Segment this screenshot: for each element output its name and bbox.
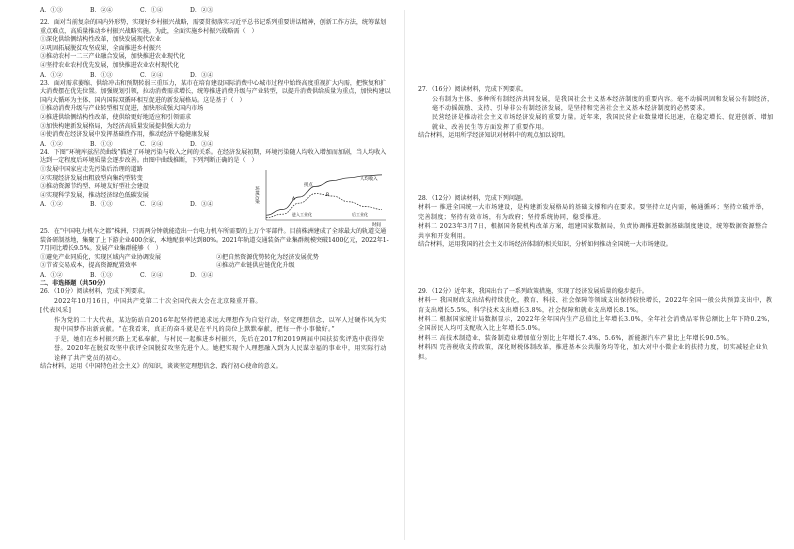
q25-options bbox=[40, 271, 392, 280]
q25-item-4: ④推动产业链供应链优化升级 bbox=[216, 262, 295, 270]
q27-para-2: 民营经济是推动社会主义市场经济发展的重要力量。近年来，我国民营企业数量增长迅速，在稳定增长、促进创新、增加就业、改善民生等方面发挥了重要作用。 bbox=[432, 114, 774, 131]
annotation-a: A bbox=[292, 196, 296, 202]
q26-para-2: 于是，她们在乡村振兴路上无私奉献，与村民一起推进乡村振兴，先后在2017和2019两届中国扶贫奖评选中获得荣誉。2020年在脱贫攻坚中获评全国脱贫攻坚先进个人。她把实现个人理想融入到为人民谋幸福的事业中，用实际行动诠释了共产党员的初心。 bbox=[54, 335, 387, 362]
q22-item-1: ①深化供给侧结构性改革，加快发展现代农业 bbox=[40, 36, 161, 44]
annotation-b: B bbox=[326, 192, 330, 198]
option-c: C．①④ bbox=[140, 7, 163, 14]
q26-title: 26．（10分）阅读材料，完成下列要求。 bbox=[40, 288, 149, 296]
option-d: D．③④ bbox=[190, 201, 214, 209]
q23-item-1: ①推动消费升级与产业转型相互促进，加快形成强大国内市场 bbox=[40, 105, 204, 113]
q25-items bbox=[40, 254, 392, 271]
q28-material-1: 材料一 推进全国统一大市场建设，是构建新发展格局的基础支撑和内在要求。要坚持立足内需，畅通循环；坚持立破并举，完善制度；坚持有效市场，有为政府；坚持系统协同，稳妥推进。 bbox=[418, 204, 769, 221]
section-heading: 二、非选择题（共50分） bbox=[40, 279, 109, 287]
q24-item-2: ②实现经济发展由粗放型向集约型转变 bbox=[40, 174, 143, 182]
q23-item-4: ④使消费在经济发展中发挥基础性作用，推动经济平稳健康发展 bbox=[40, 131, 210, 139]
q22-options bbox=[40, 71, 392, 80]
q29-material-1: 材料一 我国财政支出结构持续优化，教育、科技、社会保障等领域支出保持较快增长，2022年全国一般公共预算支出中，教育支出增长5.5%，科学技术支出增长3.8%，社会保障和就业支出增长8.1%。 bbox=[418, 297, 773, 314]
q29-material-2: 材料二 根据国家统计局数据显示，2022年全年国内生产总值比上年增长3.0%，全年社会消费品零售总额比上年下降0.2%，全国居民人均可支配收入比上年增长5.0%。 bbox=[418, 316, 774, 333]
q28-material-2: 材料二 2023年3月7日，根据国务院机构改革方案，组建国家数据局，负责协调推进数据基础制度建设，统筹数据资源整合共享和开发利用。 bbox=[418, 223, 768, 240]
q22-item-2: ②巩固拓展脱贫攻坚成果，全面推进乡村振兴 bbox=[40, 44, 161, 52]
q24-items bbox=[40, 166, 240, 209]
option-d: D．③④ bbox=[190, 140, 214, 148]
q27-question: 结合材料，运用所学经济知识对材料中的观点加以说明。 bbox=[418, 132, 570, 140]
q21-options bbox=[40, 6, 392, 15]
option-c: C．②④ bbox=[140, 271, 163, 279]
q26-para-1: 作为党的二十大代表，某边防站自2016年起坚持把追求远大理想作为自觉行动，坚定理想信念，以军人过硬作风为实现中国梦作出新贡献。“在我看来，真正的奋斗就是在平凡的岗位上默默奉献，把每一件小事做好。” bbox=[54, 316, 387, 334]
q25-item-1: ①避免产业同质化，实现区域内产业协调发展 bbox=[40, 253, 161, 261]
q27-title: 27．（16分）阅读材料，完成下列要求。 bbox=[418, 86, 527, 93]
option-b: B．①③ bbox=[90, 271, 113, 279]
q24-block bbox=[40, 166, 392, 228]
left-column bbox=[40, 6, 392, 372]
option-d: D．③④ bbox=[190, 71, 214, 79]
option-c: C．②④ bbox=[140, 201, 163, 209]
option-b: B．①③ bbox=[90, 140, 113, 148]
q29-title: 29．（12分）近年来，我国出台了一系列政策措施，实现了经济发展质量的稳步提升。 bbox=[418, 287, 648, 295]
q23-stem: 23．面对需求萎缩、供给冲击和预期转弱三重压力，某市在培育建设国际消费中心城市过程中始终高度重视扩大内需，把恢复和扩大消费摆在优先位置。加强规划引领，拉动消费需求增长，统筹推进消费升级与产业转型，以提升消费供给质量为重点，加快构建以国内大循环为主体、国内国际双循环相互促进的新发展格局。这是基于（ ） bbox=[40, 79, 391, 104]
option-a: A．①② bbox=[40, 271, 63, 279]
y-axis-label: 环境污染 bbox=[254, 185, 260, 204]
q29-material-3: 材料三 高技术制造业、装备制造业增加值分别比上年增长7.4%、5.6%，新能源汽车产量比上年增长90.5%。 bbox=[418, 334, 733, 342]
annotation-income: 人均收入 bbox=[360, 176, 378, 182]
q22-item-3: ③推动农村一二三产业融合发展，加快推进农业现代化 bbox=[40, 53, 186, 61]
q24-stem: 24．下图“环境库兹涅茨曲线”描述了环境污染与收入之间的关系。在经济发展初期，环境污染随人均收入增加而加剧，当人均收入达到一定程度后环境质量会逐步改善。由图中曲线推断，下列判断正确的是（ ） bbox=[40, 148, 387, 165]
q26-tag: [代表风采] bbox=[40, 307, 72, 315]
option-b: B．②④ bbox=[90, 7, 113, 14]
option-a: A．①② bbox=[40, 71, 63, 79]
q26-lead: 2022年10月16日，中国共产党第二十次全国代表大会在北京隆重开幕。 bbox=[54, 298, 262, 306]
option-b: B．①③ bbox=[90, 71, 113, 79]
q24-options bbox=[40, 200, 240, 209]
column-divider bbox=[404, 10, 405, 540]
q28-question: 结合材料，运用我国的社会主义市场经济体制的相关知识，分析如何推动全国统一大市场建设。 bbox=[418, 241, 672, 249]
q23-item-2: ②推进供给侧结构性改革，使供给更好地适应和引领需求 bbox=[40, 113, 192, 121]
q24-item-4: ④实现科学发展，推动经济绿色低碳发展 bbox=[40, 191, 149, 199]
q25-item-3: ③节省交易成本，提高资源配置效率 bbox=[40, 262, 137, 270]
q22-item-4: ④坚持农业农村优先发展，加快推进农业农村现代化 bbox=[40, 61, 180, 69]
q23-item-3: ③加快构建新发展格局，为经济高质量发展提供强大动力 bbox=[40, 122, 192, 130]
q24-item-3: ③推动资源节约型、环境友好型社会建设 bbox=[40, 183, 149, 191]
kuznets-curve-chart bbox=[252, 166, 392, 228]
q28-title: 28．（12分）阅读材料，完成下列问题。 bbox=[418, 194, 527, 202]
option-d: D．③④ bbox=[190, 271, 214, 279]
annotation-industrialization: 进入工业化 bbox=[292, 211, 312, 217]
option-b: B．①③ bbox=[90, 201, 113, 209]
annotation-post-industrial: 后工业化 bbox=[352, 211, 368, 217]
q29-material-4: 材料四 完善税收支持政策，深化财税体制改革，推进基本公共服务均等化，加大对中小微企业的扶持力度，切实减轻企业负担。 bbox=[418, 344, 769, 361]
option-a: A．①② bbox=[40, 201, 63, 209]
q26-question: 结合材料，运用《中国特色社会主义》的知识，谈谈坚定理想信念、践行初心使命的意义。 bbox=[40, 362, 282, 370]
q22-stem: 22．面对当前复杂的国内外形势，实现好乡村振兴战略，需要贯彻落实习近平总书记系列重要讲话精神，创新工作方法，统筹谋划重点难点，高质量推动乡村振兴战略实施。为此，全面实施乡村振兴战略需（ ） bbox=[40, 19, 387, 35]
option-c: C．②④ bbox=[140, 140, 163, 148]
option-d: D．②③ bbox=[190, 7, 214, 14]
x-axis-label: 时间 bbox=[372, 222, 381, 228]
q23-options bbox=[40, 140, 392, 149]
option-c: C．②④ bbox=[140, 71, 163, 79]
q27-para-1: 公有制为主体、多种所有制经济共同发展，是我国社会主义基本经济制度的重要内容。毫不动摇巩固和发展公有制经济，毫不动摇鼓励、支持、引导非公有制经济发展，是坚持和完善社会主义基本经济制度的必然要求。 bbox=[432, 95, 774, 112]
option-a: A．①③ bbox=[40, 7, 63, 14]
annotation-turning-point: 拐点 bbox=[304, 182, 313, 188]
right-column bbox=[418, 86, 774, 362]
q24-item-1: ①发展中国家应走先污染后治理的道路 bbox=[40, 165, 143, 173]
option-a: A．①② bbox=[40, 140, 63, 148]
q25-item-2: ②把自然资源优势转化为经济发展优势 bbox=[216, 253, 319, 261]
q25-stem: 25．在“中国电力机车之都”株洲，只需两分钟就能造出一台电力机车所需要的上万个零部件。目前株洲建成了全球最大的轨道交通装备研制基地，集聚了上下游企业400余家，本地配套率达到80%。2021年轨道交通装备产业集群规模突破1400亿元，2022年1-7月同比增长9.5%。发展产业集群能够（ ） bbox=[40, 227, 389, 253]
